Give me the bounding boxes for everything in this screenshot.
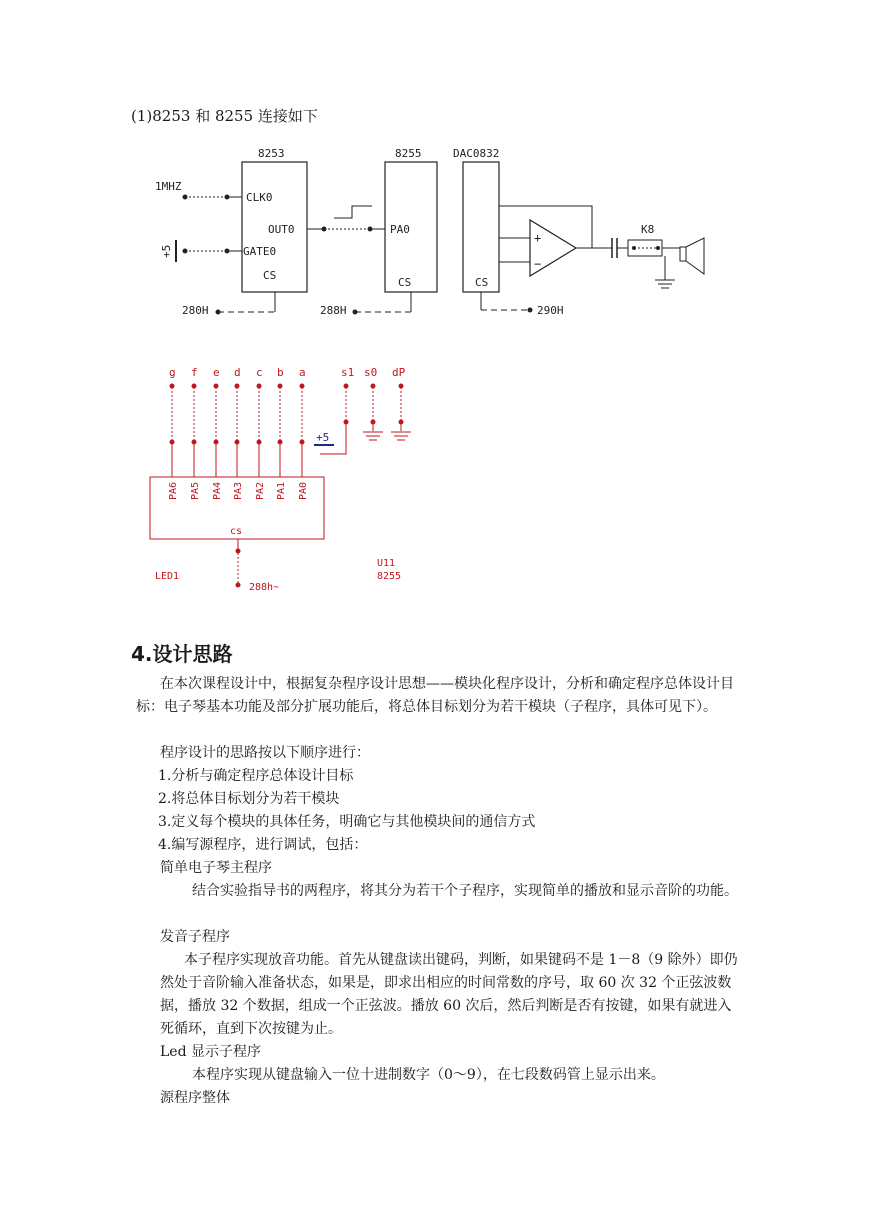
label-u11: U11 [377,558,396,569]
label-280h: 280H [182,304,209,317]
label-8253: 8253 [258,147,285,160]
label-led1: LED1 [155,571,180,582]
label-out0: OUT0 [268,223,295,236]
svg-text:cs: cs [230,526,243,537]
svg-text:PA2: PA2 [255,481,266,500]
label-cs-dac: CS [475,276,489,289]
section-heading: 4.设计思路 [131,642,233,666]
desc-sound-subroutine: 本子程序实现放音功能。首先从键盘读出键码，判断，如果键码不是 1－8（9 除外）即仍然处于音阶输入准备状态，如果是，即求出相应的时间常数的序号，取 60 次 32 个正弦波数据，播放 32 个数据，组成一个正弦波。播放 60 次后，然后判断是否有按键，如果有就进入死循环，直到下次按键为止。 [160,952,738,1037]
svg-text:b: b [277,366,284,379]
svg-text:PA3: PA3 [233,481,244,500]
label-290h: 290H [537,304,564,317]
svg-text:−: − [534,257,542,271]
label-288h: 288H [320,304,347,317]
svg-text:PA1: PA1 [276,481,287,500]
paragraph-intro: 在本次课程设计中，根据复杂程序设计思想——模块化程序设计，分析和确定程序总体设计目标：电子琴基本功能及部分扩展功能后，将总体目标划分为若干模块（子程序，具体可见下）。 [136,676,734,715]
step-3: 3.定义每个模块的具体任务，明确它与其他模块间的通信方式 [158,814,536,830]
svg-text:c: c [256,366,263,379]
label-vcc-gate: +5 [160,244,173,258]
subtitle-main-program: 简单电子琴主程序 [160,860,272,876]
svg-text:+: + [534,231,542,245]
label-clk0: CLK0 [246,191,273,204]
label-u-8255: 8255 [377,571,402,582]
chip-dac0832 [463,162,499,292]
subtitle-source-program: 源程序整体 [160,1090,230,1106]
circuit-diagram-8253-8255 [0,0,869,340]
svg-text:s0: s0 [364,366,378,379]
svg-text:PA6: PA6 [168,481,179,500]
step-4: 4.编写源程序，进行调试，包括： [158,837,368,853]
label-gate0: GATE0 [243,245,277,258]
label-1mhz: 1MHZ [155,180,182,193]
label-k8: K8 [641,223,655,236]
label-pa0: PA0 [390,223,410,236]
subtitle-sound-subroutine: 发音子程序 [160,929,230,945]
label-vcc: +5 [316,431,330,444]
svg-text:e: e [213,366,220,379]
svg-text:PA5: PA5 [190,481,201,500]
svg-text:PA0: PA0 [298,481,309,500]
label-dac0832: DAC0832 [453,147,500,160]
subtitle-led-subroutine: Led 显示子程序 [160,1044,261,1060]
svg-text:g: g [169,366,176,379]
svg-text:a: a [299,366,306,379]
svg-text:dP: dP [392,366,406,379]
svg-text:s1: s1 [341,366,355,379]
step-2: 2.将总体目标划分为若干模块 [158,791,340,807]
svg-text:PA4: PA4 [212,481,223,500]
desc-led-subroutine: 本程序实现从键盘输入一位十进制数字（0～9），在七段数码管上显示出来。 [192,1067,665,1083]
intro-text: (1)8253 和 8255 连接如下 [131,107,318,125]
svg-text:f: f [191,366,198,379]
step-1: 1.分析与确定程序总体设计目标 [158,768,354,784]
label-cs-8253: CS [263,269,277,282]
svg-text:d: d [234,366,241,379]
label-8255: 8255 [395,147,422,160]
circuit-diagram-led-8255 [0,355,869,605]
label-cs-8255: CS [398,276,412,289]
paragraph-steps-intro: 程序设计的思路按以下顺序进行： [160,745,370,761]
label-288h-led: 288h~ [249,582,280,593]
desc-main-program: 结合实验指导书的两程序，将其分为若干个子程序，实现简单的播放和显示音阶的功能。 [192,883,738,899]
